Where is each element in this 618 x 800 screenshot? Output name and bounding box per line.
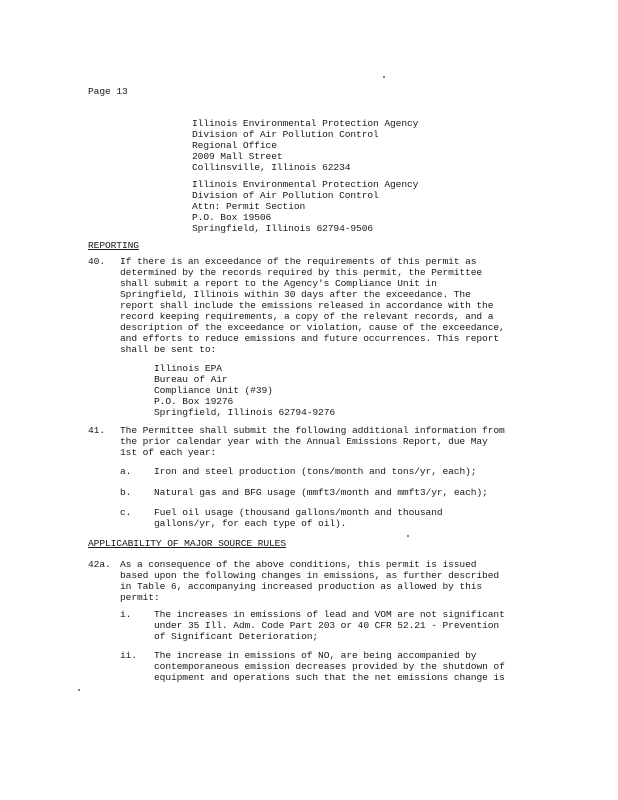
paragraph-line: description of the exceedance or violation, cause of the exceedance, [120,322,505,333]
address-line: Springfield, Illinois 62794-9506 [192,223,374,234]
item-line: The increase in emissions of NO, are being accompanied by [154,650,477,661]
paragraph-line: If there is an exceedance of the requirements of this permit as [120,256,477,267]
address-line: Illinois Environmental Protection Agency [192,118,419,129]
item-label: i. [120,609,132,620]
scan-speck [407,535,409,537]
address-line: Illinois EPA [154,363,222,374]
address-line: Illinois Environmental Protection Agency [192,179,419,190]
paragraph-line: in Table 6, accompanying increased production as allowed by this [120,581,483,592]
condition-number: 41. [88,425,105,436]
item-line: contemporaneous emission decreases provided by the shutdown of [154,661,505,672]
item-line: of Significant Deterioration; [154,631,319,642]
condition-number: 40. [88,256,105,267]
reporting-heading: REPORTING [88,240,139,251]
item-line: Natural gas and BFG usage (mmft3/month and mmft3/yr, each); [154,487,488,498]
condition-number: 42a. [88,559,111,570]
address-line: Compliance Unit (#39) [154,385,273,396]
paragraph-line: shall submit a report to the Agency's Compliance Unit in [120,278,437,289]
paragraph-line: 1st of each year: [120,447,217,458]
paragraph-line: shall be sent to: [120,344,217,355]
paragraph-line: based upon the following changes in emissions, as further described [120,570,500,581]
paragraph-line: record keeping requirements, a copy of the relevant records, and a [120,311,494,322]
paragraph-line: determined by the records required by this permit, the Permittee [120,267,483,278]
paragraph-line: and efforts to reduce emissions and future occurrences. This report [120,333,500,344]
item-line: Iron and steel production (tons/month and tons/yr, each); [154,466,477,477]
item-label: a. [120,466,132,477]
item-line: The increases in emissions of lead and VOM are not significant [154,609,505,620]
address-line: Division of Air Pollution Control [192,190,379,201]
paragraph-line: As a consequence of the above conditions, this permit is issued [120,559,477,570]
scan-speck [383,76,385,78]
item-label: b. [120,487,132,498]
item-line: equipment and operations such that the net emissions change is [154,672,505,683]
address-line: Collinsville, Illinois 62234 [192,162,351,173]
address-line: Springfield, Illinois 62794-9276 [154,407,336,418]
item-label: ii. [120,650,137,661]
paragraph-line: Springfield, Illinois within 30 days after the exceedance. The [120,289,471,300]
address-line: P.O. Box 19276 [154,396,234,407]
scan-speck [78,689,80,691]
address-line: Regional Office [192,140,277,151]
paragraph-line: the prior calendar year with the Annual Emissions Report, due May [120,436,488,447]
paragraph-line: report shall include the emissions released in accordance with the [120,300,494,311]
address-line: Bureau of Air [154,374,228,385]
item-line: Fuel oil usage (thousand gallons/month and thousand [154,507,443,518]
address-line: 2009 Mall Street [192,151,283,162]
address-line: Attn: Permit Section [192,201,306,212]
item-label: c. [120,507,132,518]
applicability-heading: APPLICABILITY OF MAJOR SOURCE RULES [88,538,287,549]
address-line: Division of Air Pollution Control [192,129,379,140]
page-label: Page 13 [88,86,128,97]
paragraph-line: permit: [120,592,160,603]
paragraph-line: The Permittee shall submit the following additional information from [120,425,505,436]
item-line: gallons/yr, for each type of oil). [154,518,347,529]
address-line: P.O. Box 19506 [192,212,272,223]
item-line: under 35 Ill. Adm. Code Part 203 or 40 CFR 52.21 - Prevention [154,620,500,631]
